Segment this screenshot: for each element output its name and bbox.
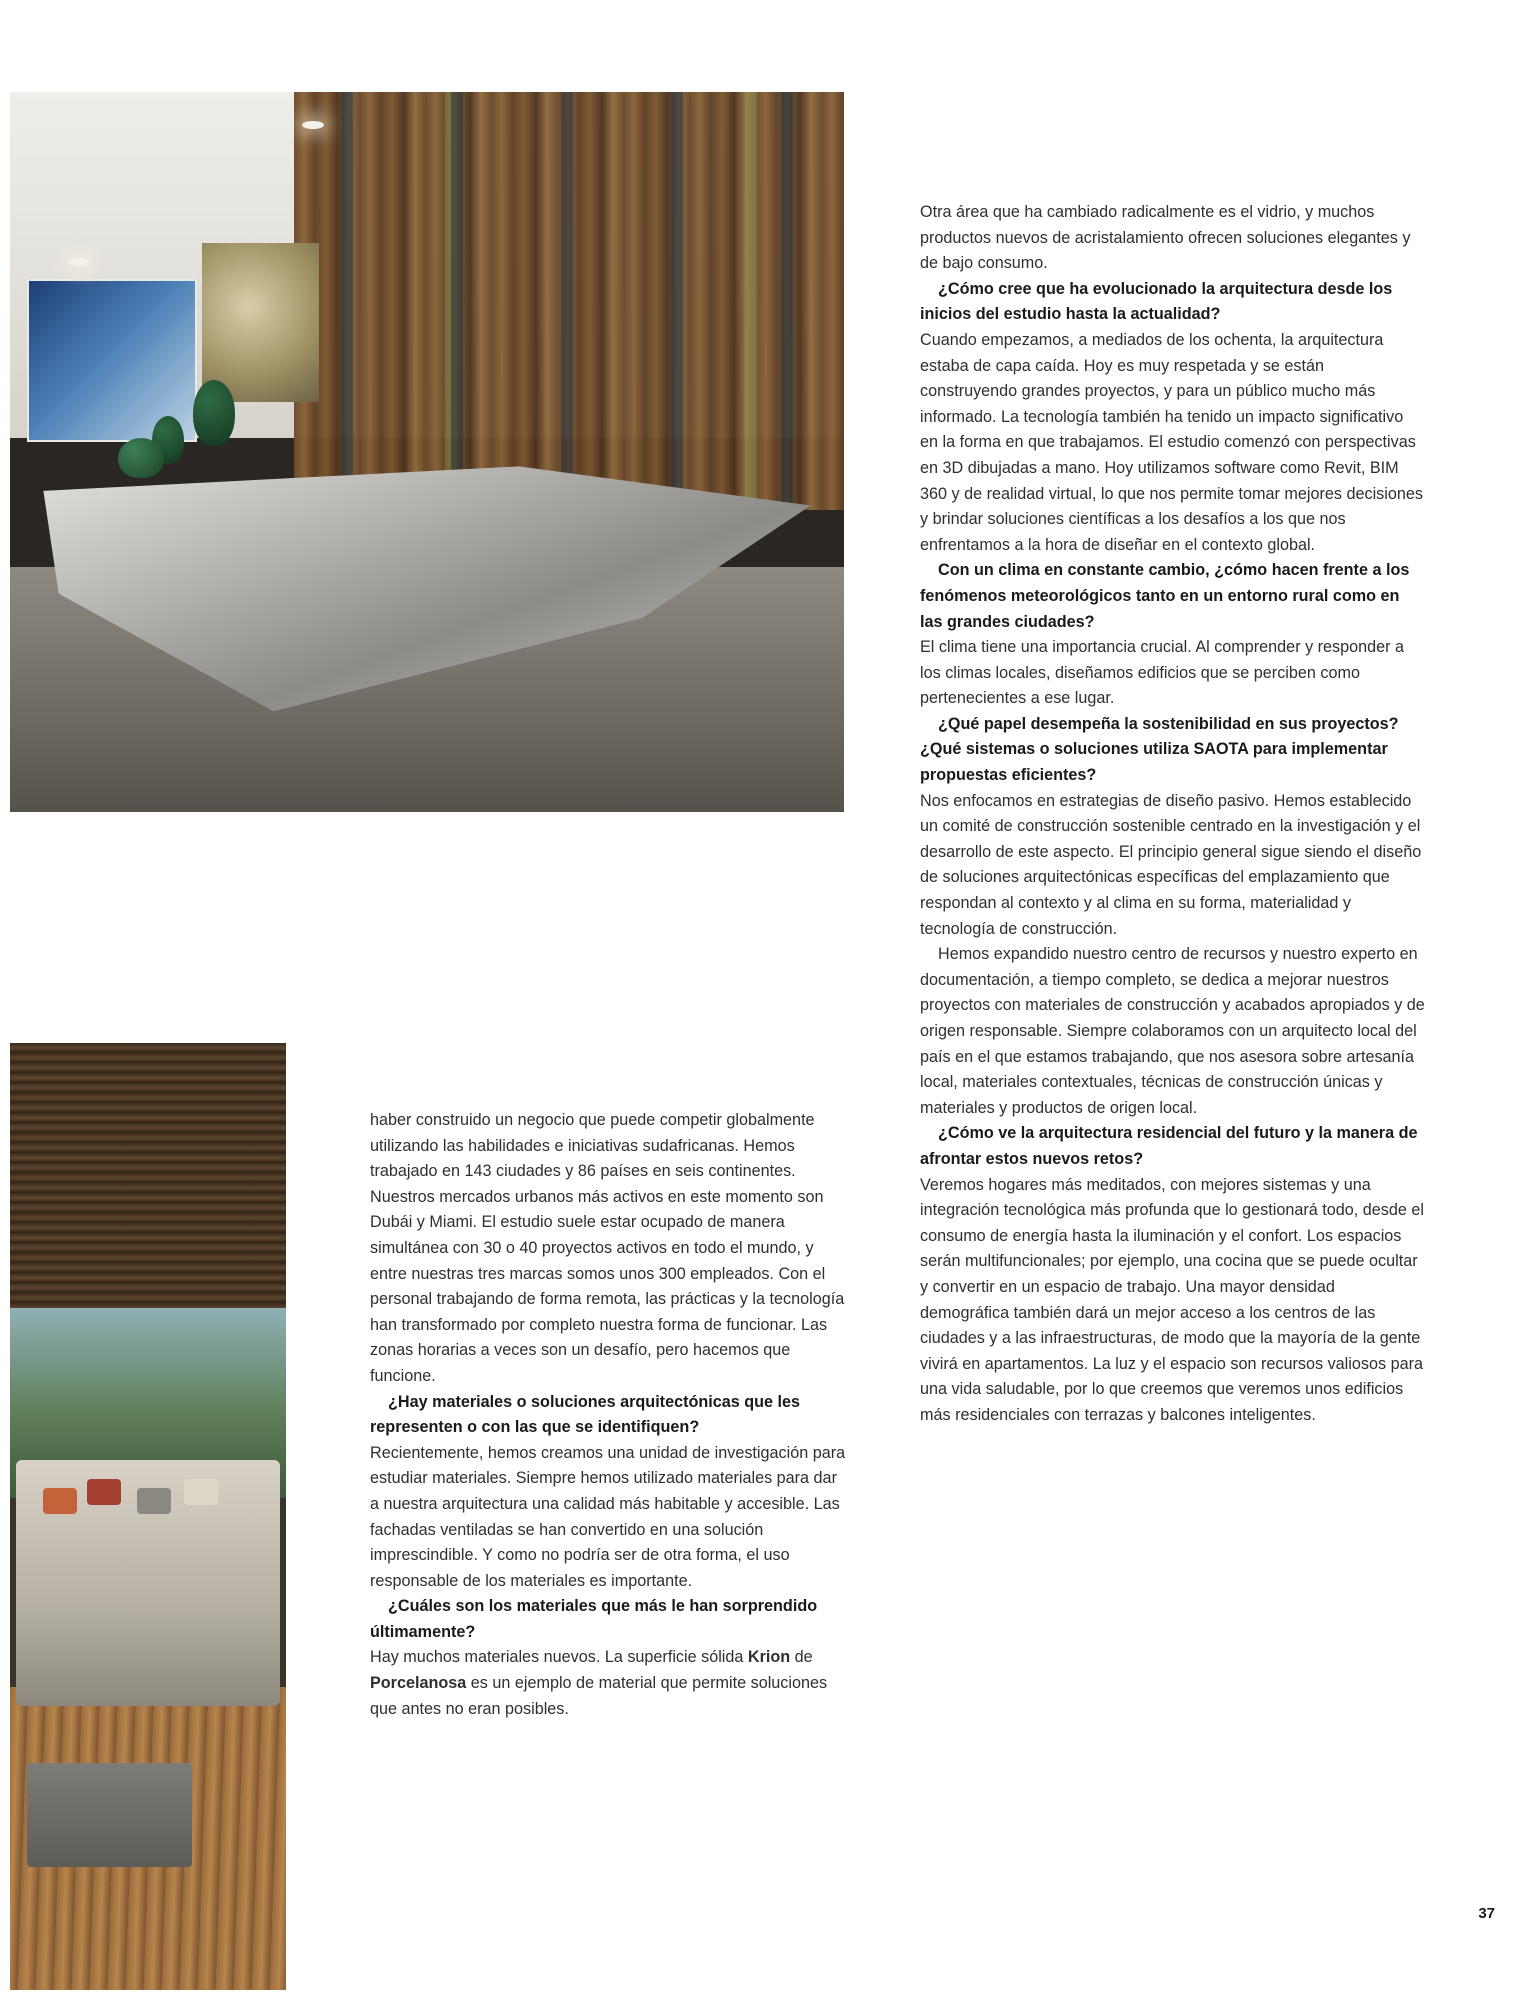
lobby-vase-round xyxy=(118,438,164,478)
page-number: 37 xyxy=(1478,1905,1495,1922)
terrace-slatted-ceiling xyxy=(10,1043,286,1327)
paragraph-question: ¿Hay materiales o soluciones arquitectónicas que les representen o con las que se identifiquen? xyxy=(370,1392,801,1437)
brand-porcelanosa: Porcelanosa xyxy=(370,1674,467,1693)
paragraph-question: ¿Qué papel desempeña la sostenibilidad en sus proyectos? ¿Qué sistemas o soluciones utiliza SAOTA para implementar propuestas eficientes? xyxy=(920,714,1399,785)
column-right-text xyxy=(920,200,1425,1429)
paragraph-question: ¿Cómo ve la arquitectura residencial del futuro y la manera de afrontar estos nuevos retos? xyxy=(920,1124,1418,1168)
lobby-vase-large xyxy=(193,380,235,446)
column-left-text xyxy=(370,1108,848,1722)
paragraph-body: Recientemente, hemos creamos una unidad de investigación para estudiar materiales. Siempre hemos utilizado materiales para dar a nuestra arquitectura una calidad más habitable y accesible. Las fachadas ventiladas se han convertido en una solución imprescindible. Y como no podría ser de otra forma, el uso responsable de los materiales es importante. xyxy=(370,1443,846,1590)
paragraph-body: Hemos expandido nuestro centro de recursos y nuestro experto en documentación, a tiempo completo, se dedica a mejorar nuestros proyectos con materiales de construcción y acabados apropiados y de origen responsable. Siempre colaboramos con un arquitecto local del país en el que estamos trabajando, que nos asesora sobre artesanía local, materiales contextuales, técnicas de construcción únicas y materiales y productos de origen local. xyxy=(920,945,1425,1117)
paragraph-question: Con un clima en constante cambio, ¿cómo hacen frente a los fenómenos meteorológicos tanto en un entorno rural como en las grandes ciudades? xyxy=(920,561,1410,631)
lobby-wood-panel xyxy=(294,92,844,510)
paragraph-body: Veremos hogares más meditados, con mejores sistemas y una integración tecnológica más profunda que lo gestionará todo, desde el consumo de energía hasta la iluminación y el confort. Los espacios serán multifuncionales; por ejemplo, una cocina que se puede ocultar y convertir en un espacio de trabajo. Una mayor densidad demográfica también dará un mejor acceso a los centros de las ciudades y a las infraestructuras, de modo que la mayoría de la gente vivirá en apartamentos. La luz y el espacio son recursos valiosos para una vida saludable, por lo que creemos que veremos unos edificios más residenciales con terrazas y balcones inteligentes. xyxy=(920,1175,1424,1424)
paragraph-question: ¿Cuáles son los materiales que más le han sorprendido últimamente? xyxy=(370,1597,818,1641)
paragraph-body: Otra área que ha cambiado radicalmente es el vidrio, y muchos productos nuevos de acristalamiento ofrecen soluciones elegantes y de bajo consumo. xyxy=(920,203,1411,273)
terrace-ottoman xyxy=(27,1763,193,1867)
interior-lobby-photo xyxy=(10,92,844,812)
lobby-artwork-gold xyxy=(202,243,319,401)
paragraph-question: ¿Cómo cree que ha evolucionado la arquitectura desde los inicios del estudio hasta la actualidad? xyxy=(920,279,1393,324)
paragraph-body: El clima tiene una importancia crucial. Al comprender y responder a los climas locales, diseñamos edificios que se perciben como pertenecientes a ese lugar. xyxy=(920,638,1405,708)
terrace-pillow-cream xyxy=(184,1479,218,1505)
terrace-pillow-red xyxy=(87,1479,121,1505)
paragraph-body: Cuando empezamos, a mediados de los ochenta, la arquitectura estaba de capa caída. Hoy es muy respetada y se están construyendo grandes proyectos, y para un público mucho más informado. La tecnología también ha tenido un impacto significativo en la forma en que trabajamos. El estudio comenzó con perspectivas en 3D dibujadas a mano. Hoy utilizamos software como Revit, BIM 360 y de realidad virtual, lo que nos permite tomar mejores decisiones y brindar soluciones científicas a los desafíos a los que nos enfrentamos a la hora de diseñar en el contexto global. xyxy=(920,330,1423,554)
text-before: Hay muchos materiales nuevos. La superficie sólida xyxy=(370,1648,748,1667)
text-after: es un ejemplo de material que permite soluciones que antes no eran posibles. xyxy=(370,1674,828,1718)
paragraph-body-rich xyxy=(370,1645,848,1722)
exterior-terrace-photo xyxy=(10,1043,286,1990)
ceiling-light-icon xyxy=(68,258,90,266)
terrace-pillow-orange xyxy=(43,1488,77,1514)
terrace-pillow-grey xyxy=(137,1488,171,1514)
brand-krion: Krion xyxy=(747,1648,791,1667)
text-middle: de xyxy=(790,1648,813,1667)
paragraph-body: Nos enfocamos en estrategias de diseño pasivo. Hemos establecido un comité de construcción sostenible centrado en la investigación y el desarrollo de este aspecto. El principio general sigue siendo el diseño de soluciones arquitectónicas específicas del emplazamiento que respondan al contexto y al clima en su forma, materialidad y tecnología de construcción. xyxy=(920,791,1422,938)
ceiling-light-icon xyxy=(302,121,324,129)
paragraph-body: haber construido un negocio que puede competir globalmente utilizando las habilidades e iniciativas sudafricanas. Hemos trabajado en 143 ciudades y 86 países en seis continentes. Nuestros mercados urbanos más activos en este momento son Dubái y Miami. El estudio suele estar ocupado de manera simultánea con 30 o 40 proyectos activos en todo el mundo, y entre nuestras tres marcas somos unos 300 empleados. Con el personal trabajando de forma remota, las prácticas y la tecnología han transformado por completo nuestra forma de funcionar. Las zonas horarias a veces son un desafío, pero hacemos que funcione. xyxy=(370,1111,845,1385)
